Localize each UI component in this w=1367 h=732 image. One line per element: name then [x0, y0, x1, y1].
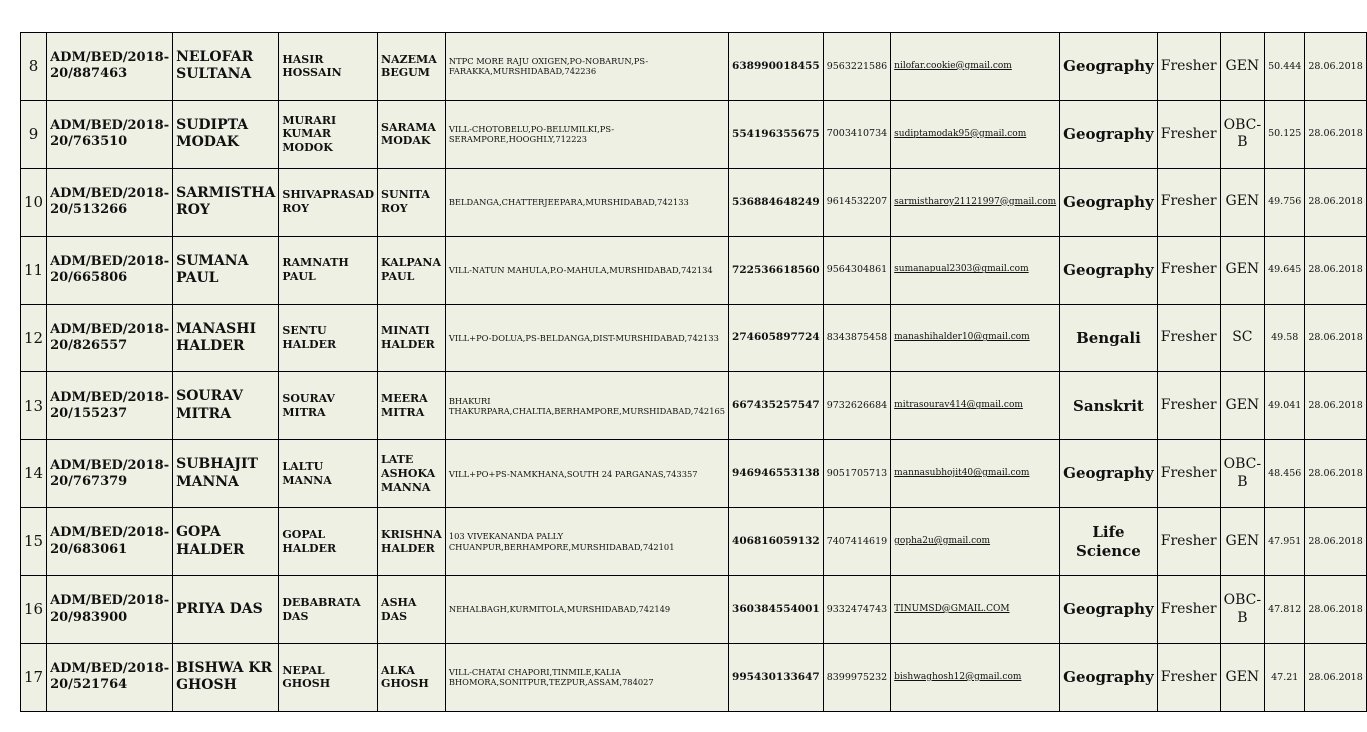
candidate-name-cell: PRIYA DAS — [173, 576, 279, 644]
candidate-name-cell: BISHWA KR GHOSH — [173, 644, 279, 712]
mother-name-cell: SUNITA ROY — [378, 168, 446, 236]
father-name-cell: HASIR HOSSAIN — [279, 33, 378, 101]
email-cell: sumanapual2303@gmail.com — [891, 236, 1060, 304]
date-cell: 28.06.2018 — [1305, 644, 1366, 712]
address-cell: VILL+PO+PS-NAMKHANA,SOUTH 24 PARGANAS,743357 — [445, 440, 728, 508]
application-id-cell: ADM/BED/2018-20/767379 — [47, 440, 173, 508]
status-cell: Fresher — [1157, 304, 1220, 372]
aadhaar-number-cell: 536884648249 — [729, 168, 824, 236]
application-id-cell: ADM/BED/2018-20/887463 — [47, 33, 173, 101]
table-row — [21, 304, 1367, 372]
application-id-cell: ADM/BED/2018-20/826557 — [47, 304, 173, 372]
father-name-cell: GOPAL HALDER — [279, 508, 378, 576]
phone-number-cell: 9732626684 — [823, 372, 890, 440]
aadhaar-number-cell: 667435257547 — [729, 372, 824, 440]
application-id-cell: ADM/BED/2018-20/763510 — [47, 100, 173, 168]
address-cell: VILL-CHATAI CHAPORI,TINMILE,KALIA BHOMORA,SONITPUR,TEZPUR,ASSAM,784027 — [445, 644, 728, 712]
aadhaar-number-cell: 554196355675 — [729, 100, 824, 168]
email-cell: bishwaghosh12@gmail.com — [891, 644, 1060, 712]
candidate-name-cell: SUDIPTA MODAK — [173, 100, 279, 168]
date-cell: 28.06.2018 — [1305, 33, 1366, 101]
mother-name-cell: NAZEMA BEGUM — [378, 33, 446, 101]
mother-name-cell: KRISHNA HALDER — [378, 508, 446, 576]
candidate-name-cell: SUBHAJIT MANNA — [173, 440, 279, 508]
table-row — [21, 576, 1367, 644]
phone-number-cell: 9614532207 — [823, 168, 890, 236]
table-row — [21, 236, 1367, 304]
application-id-cell: ADM/BED/2018-20/513266 — [47, 168, 173, 236]
score-cell: 47.21 — [1265, 644, 1305, 712]
father-name-cell: DEBABRATA DAS — [279, 576, 378, 644]
email-cell: gopha2u@gmail.com — [891, 508, 1060, 576]
aadhaar-number-cell: 406816059132 — [729, 508, 824, 576]
subject-cell: Sanskrit — [1060, 372, 1158, 440]
status-cell: Fresher — [1157, 440, 1220, 508]
mother-name-cell: MEERA MITRA — [378, 372, 446, 440]
score-cell: 49.041 — [1265, 372, 1305, 440]
email-cell: nilofar.cookie@gmail.com — [891, 33, 1060, 101]
candidate-name-cell: SUMANA PAUL — [173, 236, 279, 304]
score-cell: 47.951 — [1265, 508, 1305, 576]
email-cell: sudiptamodak95@gmail.com — [891, 100, 1060, 168]
serial-number-cell: 9 — [21, 100, 47, 168]
serial-number-cell: 15 — [21, 508, 47, 576]
category-cell: GEN — [1220, 168, 1264, 236]
status-cell: Fresher — [1157, 576, 1220, 644]
date-cell: 28.06.2018 — [1305, 576, 1366, 644]
father-name-cell: RAMNATH PAUL — [279, 236, 378, 304]
subject-cell: Geography — [1060, 576, 1158, 644]
score-cell: 49.58 — [1265, 304, 1305, 372]
table-row — [21, 168, 1367, 236]
status-cell: Fresher — [1157, 168, 1220, 236]
address-cell: BHAKURI THAKURPARA,CHALTIA,BERHAMPORE,MURSHIDABAD,742165 — [445, 372, 728, 440]
category-cell: GEN — [1220, 236, 1264, 304]
serial-number-cell: 16 — [21, 576, 47, 644]
score-cell: 48.456 — [1265, 440, 1305, 508]
category-cell: OBC-B — [1220, 100, 1264, 168]
application-id-cell: ADM/BED/2018-20/983900 — [47, 576, 173, 644]
phone-number-cell: 7407414619 — [823, 508, 890, 576]
address-cell: NEHALBAGH,KURMITOLA,MURSHIDABAD,742149 — [445, 576, 728, 644]
email-cell: TINUMSD@GMAIL.COM — [891, 576, 1060, 644]
score-cell: 50.125 — [1265, 100, 1305, 168]
serial-number-cell: 13 — [21, 372, 47, 440]
status-cell: Fresher — [1157, 372, 1220, 440]
father-name-cell: SHIVAPRASAD ROY — [279, 168, 378, 236]
father-name-cell: MURARI KUMAR MODOK — [279, 100, 378, 168]
email-cell: manashihalder10@gmail.com — [891, 304, 1060, 372]
score-cell: 47.812 — [1265, 576, 1305, 644]
date-cell: 28.06.2018 — [1305, 508, 1366, 576]
application-id-cell: ADM/BED/2018-20/155237 — [47, 372, 173, 440]
candidate-name-cell: SOURAV MITRA — [173, 372, 279, 440]
mother-name-cell: MINATI HALDER — [378, 304, 446, 372]
table-row — [21, 508, 1367, 576]
mother-name-cell: SARAMA MODAK — [378, 100, 446, 168]
category-cell: GEN — [1220, 372, 1264, 440]
address-cell: NTPC MORE RAJU OXIGEN,PO-NOBARUN,PS-FARAKKA,MURSHIDABAD,742236 — [445, 33, 728, 101]
phone-number-cell: 9563221586 — [823, 33, 890, 101]
email-cell: sarmistharoy21121997@gmail.com — [891, 168, 1060, 236]
status-cell: Fresher — [1157, 236, 1220, 304]
aadhaar-number-cell: 360384554001 — [729, 576, 824, 644]
candidate-name-cell: NELOFAR SULTANA — [173, 33, 279, 101]
score-cell: 49.756 — [1265, 168, 1305, 236]
score-cell: 49.645 — [1265, 236, 1305, 304]
address-cell: 103 VIVEKANANDA PALLY CHUANPUR,BERHAMPORE,MURSHIDABAD,742101 — [445, 508, 728, 576]
address-cell: BELDANGA,CHATTERJEEPARA,MURSHIDABAD,742133 — [445, 168, 728, 236]
status-cell: Fresher — [1157, 33, 1220, 101]
phone-number-cell: 7003410734 — [823, 100, 890, 168]
score-cell: 50.444 — [1265, 33, 1305, 101]
phone-number-cell: 9051705713 — [823, 440, 890, 508]
candidate-name-cell: GOPA HALDER — [173, 508, 279, 576]
candidate-name-cell: MANASHI HALDER — [173, 304, 279, 372]
phone-number-cell: 9332474743 — [823, 576, 890, 644]
aadhaar-number-cell: 946946553138 — [729, 440, 824, 508]
table-row — [21, 100, 1367, 168]
mother-name-cell: KALPANA PAUL — [378, 236, 446, 304]
father-name-cell: NEPAL GHOSH — [279, 644, 378, 712]
serial-number-cell: 10 — [21, 168, 47, 236]
table-row — [21, 33, 1367, 101]
father-name-cell: SOURAV MITRA — [279, 372, 378, 440]
email-cell: mannasubhojit40@gmail.com — [891, 440, 1060, 508]
date-cell: 28.06.2018 — [1305, 100, 1366, 168]
subject-cell: Geography — [1060, 644, 1158, 712]
subject-cell: Bengali — [1060, 304, 1158, 372]
serial-number-cell: 11 — [21, 236, 47, 304]
serial-number-cell: 8 — [21, 33, 47, 101]
category-cell: SC — [1220, 304, 1264, 372]
father-name-cell: LALTU MANNA — [279, 440, 378, 508]
application-id-cell: ADM/BED/2018-20/521764 — [47, 644, 173, 712]
category-cell: GEN — [1220, 644, 1264, 712]
status-cell: Fresher — [1157, 100, 1220, 168]
serial-number-cell: 17 — [21, 644, 47, 712]
merit-list-table — [20, 32, 1367, 712]
mother-name-cell: ASHA DAS — [378, 576, 446, 644]
table-row — [21, 440, 1367, 508]
aadhaar-number-cell: 274605897724 — [729, 304, 824, 372]
date-cell: 28.06.2018 — [1305, 440, 1366, 508]
phone-number-cell: 9564304861 — [823, 236, 890, 304]
application-id-cell: ADM/BED/2018-20/665806 — [47, 236, 173, 304]
subject-cell: Geography — [1060, 168, 1158, 236]
date-cell: 28.06.2018 — [1305, 168, 1366, 236]
status-cell: Fresher — [1157, 644, 1220, 712]
mother-name-cell: ALKA GHOSH — [378, 644, 446, 712]
aadhaar-number-cell: 722536618560 — [729, 236, 824, 304]
subject-cell: Geography — [1060, 33, 1158, 101]
address-cell: VILL-NATUN MAHULA,P.O-MAHULA,MURSHIDABAD,742134 — [445, 236, 728, 304]
category-cell: OBC-B — [1220, 440, 1264, 508]
application-id-cell: ADM/BED/2018-20/683061 — [47, 508, 173, 576]
category-cell: OBC-B — [1220, 576, 1264, 644]
subject-cell: Geography — [1060, 100, 1158, 168]
address-cell: VILL-CHOTOBELU,PO-BELUMILKI,PS-SERAMPORE,HOOGHLY,712223 — [445, 100, 728, 168]
subject-cell: Geography — [1060, 440, 1158, 508]
father-name-cell: SENTU HALDER — [279, 304, 378, 372]
date-cell: 28.06.2018 — [1305, 372, 1366, 440]
subject-cell: Geography — [1060, 236, 1158, 304]
aadhaar-number-cell: 995430133647 — [729, 644, 824, 712]
category-cell: GEN — [1220, 33, 1264, 101]
candidate-name-cell: SARMISTHA ROY — [173, 168, 279, 236]
phone-number-cell: 8343875458 — [823, 304, 890, 372]
date-cell: 28.06.2018 — [1305, 236, 1366, 304]
mother-name-cell: LATE ASHOKA MANNA — [378, 440, 446, 508]
date-cell: 28.06.2018 — [1305, 304, 1366, 372]
status-cell: Fresher — [1157, 508, 1220, 576]
table-row — [21, 644, 1367, 712]
serial-number-cell: 14 — [21, 440, 47, 508]
phone-number-cell: 8399975232 — [823, 644, 890, 712]
email-cell: mitrasourav414@gmail.com — [891, 372, 1060, 440]
serial-number-cell: 12 — [21, 304, 47, 372]
table-row — [21, 372, 1367, 440]
address-cell: VILL+PO-DOLUA,PS-BELDANGA,DIST-MURSHIDABAD,742133 — [445, 304, 728, 372]
subject-cell: Life Science — [1060, 508, 1158, 576]
aadhaar-number-cell: 638990018455 — [729, 33, 824, 101]
category-cell: GEN — [1220, 508, 1264, 576]
